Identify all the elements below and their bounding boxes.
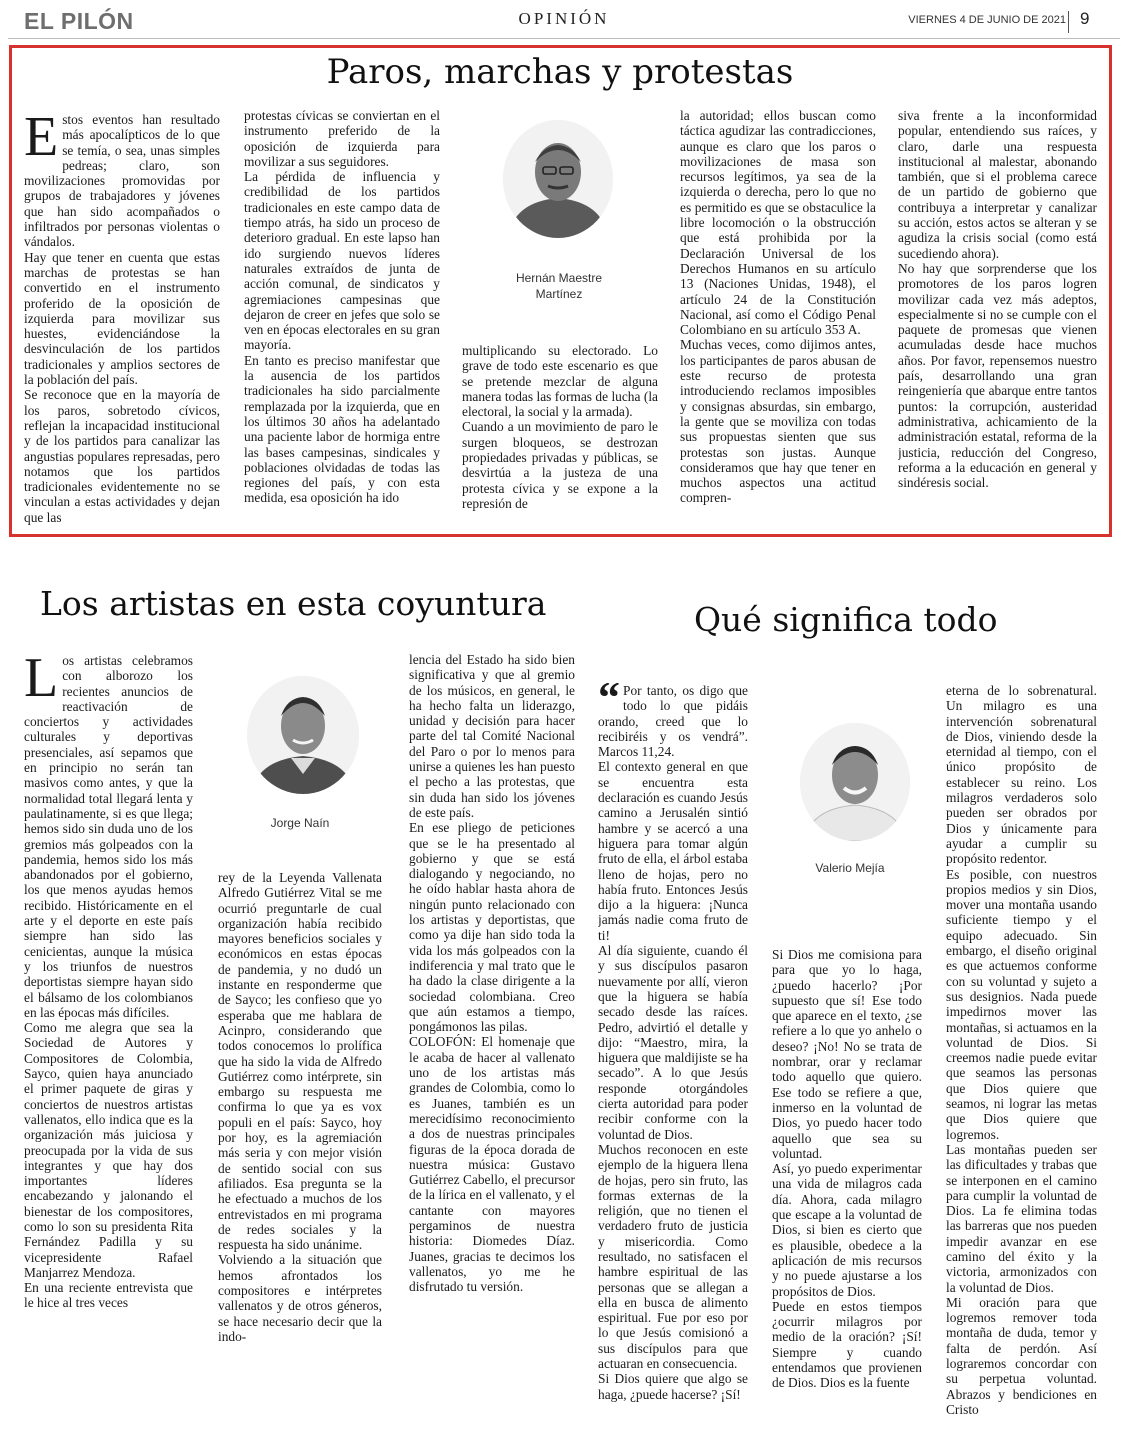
article2-col3-text xyxy=(409,652,575,1294)
paragraph: la autoridad; ellos buscan como táctica agudizar las contradicciones, aunque es claro que los paros o movilizaciones de masa son recursos legítimos, ya sea de la izquierda o derecha, pero lo que no es permitido es que se obstaculice la libre locomoción o la obstrucción que está prohibida por la Declaración Universal de los Derechos Humanos en su artículo 13 (Naciones Unidas, 1948), el artículo 24 de la Constitución Nacional, así como el Código Penal Colombiano en su artículo 353 A. xyxy=(680,108,876,338)
author-name-hernan: Hernán Maestre Martínez xyxy=(515,271,603,301)
paragraph: rey de la Leyenda Vallenata Alfredo Gutiérrez Vital se me ocurrió preguntarle de cual organización había recibido mayores beneficios sociales y económicos en estas épocas de pandemia, y no dudó un instante en responderme que de Sayco; les confieso que yo esperaba que me hablara de Acinpro, considerando que todos conocemos lo prolífica que ha sido la vida de Alfredo Gutiérrez como intérprete, sin embargo su respuesta me confirma lo que ya es vox populi en el país: Sayco, hoy por hoy, es la agremiación más seria y con mejor visión de sentido social con sus afiliados. Esa pregunta se la he efectuado a muchos de los entrevistados en mi programa de redes sociales y la respuesta ha sido unánime. xyxy=(218,870,382,1253)
article1-col3-text xyxy=(462,343,658,511)
paragraph: Volviendo a la situación que hemos afrontados los compositores e intérpretes vallenatos y de otros géneros, se hace necesario decir que la indo- xyxy=(218,1252,382,1344)
article2-col1-text xyxy=(24,653,193,1311)
section-title: OPINIÓN xyxy=(518,9,610,28)
page-header xyxy=(0,0,1128,38)
drop-cap: L xyxy=(24,653,59,709)
paragraph: os artistas celebramos con alborozo los recientes anuncios de reactivación de conciertos y actividades culturales y deportivas presenciales, así sepamos que en principio no serán tan masivos como antes, y que la normalidad total llegará lenta y paulatinamente, si es que llega; hemos sido sin duda uno de los gremios más golpeados con la pandemia, hemos sido los más abandonados por el gobierno, los que menos ayudas hemos recibido. Históricamente en el arte y el deporte en este país siempre han sido las cenicientas, aunque la música y los triunfos de nuestros deportistas siempre hayan sido el bálsamo de los colombianos en las épocas más difíciles. xyxy=(24,653,193,1020)
article2-column-3 xyxy=(409,652,575,1418)
paragraph: Muchas veces, como dijimos antes, los participantes de paros abusan de este recurso de protesta introduciendo reclamos imposibles y consignas absurdas, sin embargo, la gente que se moviliza con todas sus propuestas sienten que sus protestas son justas. Aunque consideramos que hay que tener en muchos aspectos una actitud compren- xyxy=(680,337,876,506)
paragraph: Se reconoce que en la mayoría de los paros, sobretodo cívicos, reflejan la incapacidad institucional y de los partidos para canalizar las angustias populares represadas, pero notamos que los partidos tradicionales evidentemente no se vinculan a estas actividades y dejan que las xyxy=(24,387,220,525)
article1-column-2 xyxy=(244,108,440,532)
paragraph: multiplicando su electorado. Lo grave de todo este escenario es que se pretende mezclar de alguna manera todas las formas de lucha (la electoral, la social y la armada). xyxy=(462,343,658,420)
newspaper-logo: EL PILÓN xyxy=(24,8,134,34)
opening-quote-mark: “ xyxy=(598,683,620,722)
issue-date: VIERNES 4 DE JUNIO DE 2021 xyxy=(908,14,1066,26)
article1-headline: Paros, marchas y protestas xyxy=(326,52,794,92)
article3-column-1 xyxy=(598,683,748,1418)
paragraph: En una reciente entrevista que le hice al tres veces xyxy=(24,1280,193,1311)
article1-col5-text xyxy=(898,108,1097,490)
article1-col2-text xyxy=(244,108,440,506)
paragraph: La pérdida de influencia y credibilidad de los partidos tradicionales en este campo data de tiempo atrás, ha sido un proceso de deterioro gradual. En este lapso han ido surgiendo nuevos líderes naturales extraídos de junta de acción comunal, de sindicatos y agremiaciones campesinas que dejaron de creer en jefes que solo se ven en épocas electorales en su gran mayoría. xyxy=(244,169,440,353)
article1-column-1 xyxy=(24,112,220,532)
author-name-valerio: Valerio Mejía xyxy=(815,861,885,875)
paragraph: Mi oración para que logremos remover toda montaña de duda, temor y falta de perdón. Así lograremos concordar con su perpetua voluntad. Abrazos y bendiciones en Cristo xyxy=(946,1294,1097,1417)
paragraph: En tanto es preciso manifestar que la ausencia de los partidos tradicionales ha sido parcialmente remplazada por la izquierda, que en los últimos 30 años ha adelantado una paciente labor de hormiga entre las bases campesinas, sindicales y poblaciones olvidadas de todas las regiones del país, y con esta medida, esa oposición ha ido xyxy=(244,352,440,506)
portrait-image xyxy=(503,120,613,238)
paragraph: Puede en estos tiempos ¿ocurrir milagros por medio de la oración? ¡Sí! Siempre y cuando entendamos que provienen de Dios. Dios es la fuente xyxy=(772,1298,922,1391)
article2-col2-text xyxy=(218,870,382,1344)
portrait-image xyxy=(247,676,359,794)
paragraph: Por tanto, os digo que todo lo que pidáis orando, creed que lo recibiréis y os vendrá”. Marcos 11,24. xyxy=(598,683,748,760)
paragraph: lencia del Estado ha sido bien significativa y que al gremio de los músicos, en general, le ha hecho falta un liderazgo, unidad y decisión para hacer parte del tal Comité Nacional del Paro o por lo menos para unirse a quienes les han puesto el pecho a las protestas, que sin duda han sido los jóvenes de este país. xyxy=(409,652,575,820)
article3-column-2 xyxy=(772,947,922,1418)
article3-column-3 xyxy=(946,683,1097,1418)
author-photo-hernan-maestre xyxy=(503,120,613,238)
paragraph: Al día siguiente, cuando él y sus discípulos pasaron nuevamente por allí, vieron que la higuera se había secado desde las raíces. Pedro, advirtió el detalle y dijo: “Maestro, mira, la higuera que maldijiste se ha secado”. A lo que Jesús responde otorgándoles cierta autoridad para poder recibir conforme con la voluntad de Dios. xyxy=(598,943,748,1142)
paragraph: protestas cívicas se conviertan en el instrumento preferido de la oposición de izquierda para movilizar a sus seguidores. xyxy=(244,108,440,169)
paragraph: No hay que sorprenderse que los promotores de los paros logren movilizar cada vez más adeptos, especialmente si no se cumple con el paquete de promesas que vienen acumuladas desde hace muchos años. Por favor, repensemos nuestro país, desarrollando una gran reingeniería que abarque entre tantos puntos: la corrupción, austeridad administrativa, achicamiento de la administración estatal, reforma de la justicia, reducción del Congreso, reforma a la educación en general y sindéresis social. xyxy=(898,260,1097,491)
author-photo-valerio-mejia xyxy=(800,723,910,841)
paragraph: stos eventos han resultado más apocalípticos de lo que se temía, o sea, unas simples pedreas; claro, son movilizaciones promovidas por grupos de trabajadores y jóvenes que han sido acompañados o infiltrados por personas violentas o vándalos. xyxy=(24,112,220,250)
article3-headline: Qué significa todo xyxy=(694,600,998,639)
paragraph: Si Dios me comisiona para para que yo lo haga, ¿puedo hacerlo? ¡Por supuesto que sí! Ese todo que aparece en el texto, ¿se refiere a lo que yo anhelo o deseo? ¡No! No se trata de nombrar, orar y reclamar todo aquello que quiero. Ese todo se refiere a que, inmerso en la voluntad de Dios, yo puedo hacer todo aquello que sea su voluntad. xyxy=(772,947,922,1161)
article2-column-1 xyxy=(24,653,193,1418)
article1-column-3 xyxy=(462,343,658,533)
paragraph: Es posible, con nuestros propios medios y sin Dios, mover una montaña usando suficiente tiempo y el equipo adecuado. Sin embargo, el diseño original es que actuemos conforme con su voluntad y sujeto a sus designios. Nada puede impedirnos mover las montañas, si actuamos en la voluntad de Dios. Si creemos nadie puede evitar que seamos las personas que Dios quiere que seamos, ni lograr las metas que Dios quiere que logremos. xyxy=(946,866,1097,1142)
paragraph: Como me alegra que sea la Sociedad de Autores y Compositores de Colombia, Sayco, quien haya anunciado el primer paquete de giras y conciertos de nuestros artistas vallenatos, ello indica que es la organización más juiciosa y preocupada por la vida de sus integrantes y que hay dos importantes líderes encabezando y jalonando el bienestar de los compositores, como lo son su presidenta Rita Fernández Padilla y su vicepresidente Rafael Manjarrez Mendoza. xyxy=(24,1020,193,1280)
paragraph: Así, yo puedo experimentar una vida de milagros cada día. Ahora, cada milagro que escape a la voluntad de Dios, si bien es cierto que es plausible, obedece a la aplicación de mis recursos y no puede ajustarse a los propósitos de Dios. xyxy=(772,1161,922,1299)
paragraph: Cuando a un movimiento de paro le surgen bloqueos, se destrozan propiedades privadas y públicas, se desvirtúa a la justeza de una protesta cívica y se expone a la represión de xyxy=(462,419,658,511)
article1-col4-text xyxy=(680,108,876,506)
article2-headline: Los artistas en esta coyuntura xyxy=(40,584,547,623)
paragraph: COLOFÓN: El homenaje que le acaba de hacer al vallenato uno de los artistas más grandes de Colombia, como lo es Juanes, también es un merecidísimo reconocimiento a dos de nuestras principales figuras de la época dorada de nuestra música: Gustavo Gutiérrez Cabello, el precursor de la lírica en el vallenato, y el cantante con mayores pergaminos de nuestra historia: Diomedes Díaz. Juanes, gracias te decimos los vallenatos, yo me he disfrutado tu versión. xyxy=(409,1034,575,1295)
portrait-image xyxy=(800,723,910,841)
author-name-jorge: Jorge Naín xyxy=(270,816,330,830)
header-rule xyxy=(8,38,1120,39)
paragraph: eterna de lo sobrenatural. Un milagro es una intervención sobrenatural de Dios, viniendo desde la eternidad al tiempo, con el único propósito de establecer su reino. Los milagros verdaderos solo pueden ser obrados por Dios y únicamente para ayudar a cumplir su propósito redentor. xyxy=(946,683,1097,867)
article3-col1-text xyxy=(598,683,748,1402)
paragraph: Si Dios quiere que algo se haga, ¿puede hacerse? ¡Sí! xyxy=(598,1371,748,1402)
article2-column-2 xyxy=(218,870,382,1418)
article1-column-5 xyxy=(898,108,1097,532)
page-number: 9 xyxy=(1080,9,1090,28)
paragraph: Las montañas pueden ser las dificultades y trabas que se interponen en el camino para cumplir la voluntad de Dios. La fe elimina todas las barreras que nos pueden impedir avanzar en ese camino del éxito y la victoria, armonizados con la voluntad de Dios. xyxy=(946,1141,1097,1295)
author-photo-jorge-nain xyxy=(247,676,359,794)
article1-column-4 xyxy=(680,108,876,532)
paragraph: Hay que tener en cuenta que estas marchas de protestas se han convertido en el instrumento proferido de la oposición de izquierda para movilizar sus huestes, evidenciándose la desvinculación de los partidos tradicionales y amplios sectores de la población del país. xyxy=(24,249,220,388)
article3-col3-text xyxy=(946,683,1097,1417)
paragraph: En ese pliego de peticiones que se le ha presentado al gobierno y que se está dialogando y negociando, no he oído hablar hasta ahora de ningún punto relacionado con los artistas y deportistas, que como ya dije han sido toda la vida los más golpeados con la indiferencia y mal trato que le ha dado la clase dirigente a la sociedad colombiana. Creo que aún estamos a tiempo, pongámonos las pilas. xyxy=(409,820,575,1035)
paragraph: El contexto general en que se encuentra esta declaración es cuando Jesús camino a Jerusalén sintió hambre y se acercó a una higuera para tomar algún fruto de ella, el árbol estaba lleno de hojas, pero no había fruto. Entonces Jesús dijo a la higuera: ¡Nunca jamás nadie coma fruto de ti! xyxy=(598,759,748,943)
header-divider xyxy=(1068,11,1069,33)
article1-col1-text xyxy=(24,112,220,525)
article3-col2-text xyxy=(772,947,922,1391)
paragraph: Muchos reconocen en este ejemplo de la higuera llena de hojas, pero sin fruto, las formas externas de la religión, que no tienen el verdadero fruto de justicia y misericordia. Como resultado, no satisfacen el hambre espiritual de las personas que se allegan a ella en busca de alimento espiritual. Fue por eso por lo que Jesús comisionó a sus discípulos para que actuaran en consecuencia. xyxy=(598,1141,748,1372)
paragraph: siva frente a la inconformidad popular, entendiendo sus raíces, y claro, darle una respuesta institucional al malestar, abonando también, que si el problema carece de un partido de gobierno que contribuya a interpretar y canalizar su acción, estos actos se alteran y se agudiza la crisis social (como está sucediendo ahora). xyxy=(898,108,1097,261)
drop-cap: E xyxy=(24,112,59,168)
